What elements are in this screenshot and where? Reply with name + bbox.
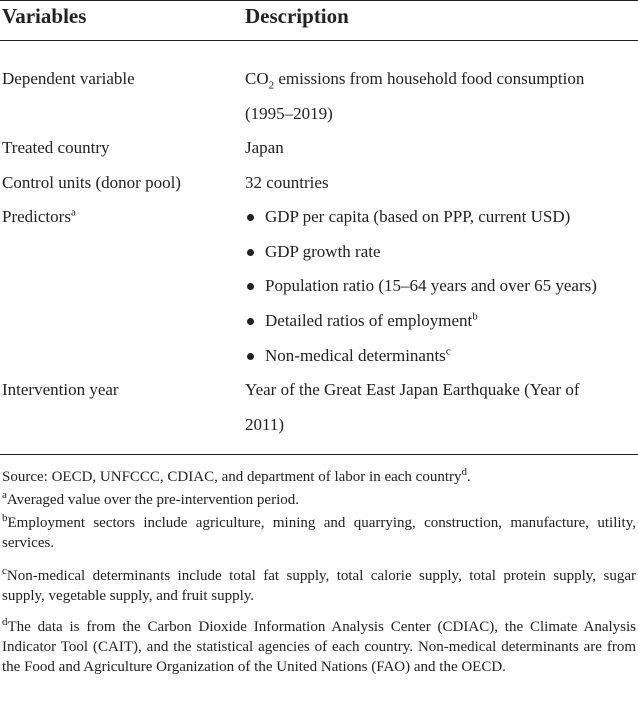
row-label-intervention: Intervention year	[2, 380, 119, 399]
bullet-icon	[247, 214, 254, 221]
predictor-item: Non-medical determinants$^c$	[265, 345, 451, 365]
bullet-icon	[247, 318, 254, 325]
bullet-icon	[247, 283, 254, 290]
row-desc-intervention-line1: Year of the Great East Japan Earthquake (Year of	[245, 380, 580, 399]
footnote-a: $^a$Averaged value over the pre-intervention period.	[2, 489, 299, 508]
row-desc-control: 32 countries	[245, 173, 329, 192]
header-description: Description	[245, 4, 349, 28]
header-rule	[0, 40, 638, 41]
footnote-b: $^b$Employment sectors include agriculture, mining and quarrying, construction, manufacture, utility, services.	[2, 512, 636, 551]
bullet-icon	[247, 249, 254, 256]
bullet-icon	[247, 353, 254, 360]
table-top-rule	[0, 0, 638, 1]
footnote-c: $^c$Non-medical determinants include total fat supply, total calorie supply, total protein supply, sugar supply, vegetable supply, and fruit supply.	[2, 565, 636, 604]
row-desc-treated: Japan	[245, 138, 284, 157]
predictor-item: Detailed ratios of employment$^b$	[265, 310, 478, 330]
row-desc-intervention-line2: 2011)	[245, 415, 285, 434]
predictor-item: GDP per capita (based on PPP, current USD)	[265, 207, 571, 226]
row-label-predictors: Predictors$^a$	[2, 206, 76, 226]
row-desc-dependent-line2: (1995–2019)	[245, 104, 333, 123]
footnote-d: $^d$The data is from the Carbon Dioxide Information Analysis Center (CDIAC), the Climate Analysis Indicator Tool (CAIT), and the statistical agencies of each country. Non-medical determinants are from the Food and Agriculture Organization of the United Nations (FAO) and the OECD.	[2, 616, 636, 675]
row-label-control: Control units (donor pool)	[2, 173, 181, 192]
row-desc-dependent-line1: $CO_2$ emissions from household food consumption	[245, 69, 585, 92]
predictor-item: GDP growth rate	[265, 242, 381, 261]
footnote-source: Source: OECD, UNFCCC, CDIAC, and department of labor in each country$^d$.	[2, 466, 471, 485]
footer-rule	[0, 454, 638, 455]
row-label-dependent: Dependent variable	[2, 69, 135, 88]
row-label-treated: Treated country	[2, 138, 110, 157]
header-variables: Variables	[2, 4, 87, 28]
predictor-item: Population ratio (15–64 years and over 65 years)	[265, 276, 597, 295]
